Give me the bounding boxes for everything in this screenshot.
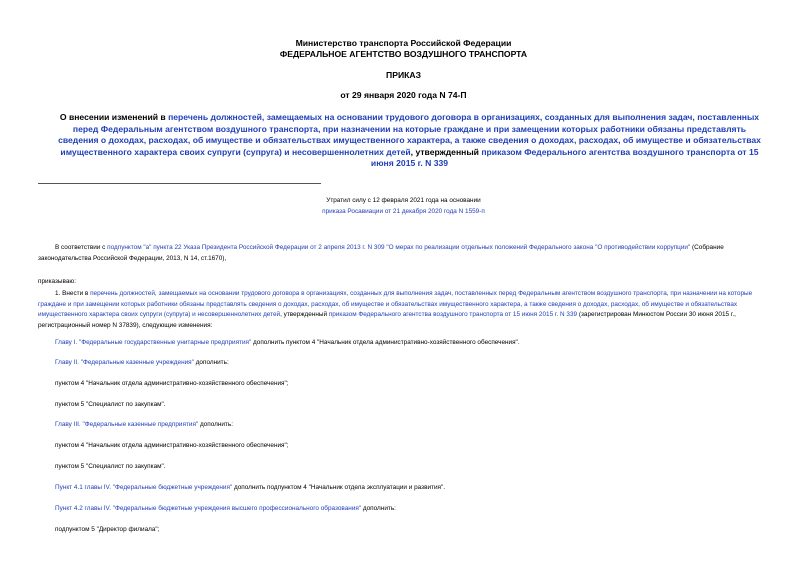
change-item xyxy=(55,462,770,472)
change-link[interactable]: Главу III. "Федеральные казенные предприятия" xyxy=(55,421,199,428)
change-item xyxy=(55,504,770,514)
item-1-text-1: 1. Внести в xyxy=(55,290,91,297)
preamble-text-1: В соответствии с xyxy=(55,244,108,251)
change-link[interactable]: Пункт 4.2 главы IV. "Федеральные бюджетные учреждения высшего профессионального образования" xyxy=(55,505,362,512)
item-1-paragraph xyxy=(38,289,768,331)
change-item xyxy=(55,441,770,451)
preamble-text-2: (Собрание законодательства Российской Федерации, 2013, N 14, ст.1670), xyxy=(38,244,724,262)
item-1-text-2: , утвержденный xyxy=(280,311,329,318)
document-type: ПРИКАЗ xyxy=(386,70,421,80)
title-prefix: О внесении изменений в xyxy=(59,112,169,122)
item-1-list-link[interactable]: перечень должностей, замещаемых на основании трудового договора в организациях, созданных для выполнения задач, поставленных перед Федеральным агентством воздушного транспорта, при назначении на которые граждане и при замещении которых работники обязаны представлять сведения о доходах, расходах, об имуществе и обязательствах имущественного характера, а также сведения о доходах, расходах, об имуществе и обязательствах имущественного характера своих супруги (супруга) и несовершеннолетних детей xyxy=(38,290,753,318)
change-link[interactable]: Главу I. "Федеральные государственные унитарные предприятия" xyxy=(55,339,252,346)
title-order-link[interactable]: приказом Федерального агентства воздушного транспорта от 15 июня 2015 г. N 339 xyxy=(370,146,759,168)
change-item xyxy=(55,400,770,410)
change-text: дополнить: xyxy=(193,359,229,366)
change-item xyxy=(55,379,770,389)
change-text: подпунктом 5 "Директор филиала"; xyxy=(55,526,160,533)
change-text: дополнить: xyxy=(198,421,233,428)
change-link[interactable]: Главу II. "Федеральные казенные учреждения" xyxy=(55,359,194,366)
document-date-number: от 29 января 2020 года N 74-П xyxy=(340,90,467,100)
item-1-text-3: (зарегистрирован Минюстом России 30 июня 2015 г., регистрационный номер N 37839), следующие изменения: xyxy=(38,311,736,329)
change-item xyxy=(55,420,770,430)
divider xyxy=(38,183,321,184)
title-list-link[interactable]: перечень должностей, замещаемых на основании трудового договора в организациях, созданных для выполнения задач, поставленных перед Федеральным агентством воздушного транспорта, при назначении на которые граждане и при замещении которых работники обязаны представлять сведения о доходах, расходах, об имуществе и обязательствах имущественного характера, а также сведения о доходах, расходах, об имуществе и обязательствах имущественного характера своих супруги (супруга) и несовершеннолетних детей xyxy=(58,112,761,157)
document-title xyxy=(52,112,767,170)
change-link[interactable]: Пункт 4.1 главы IV. "Федеральные бюджетные учреждения" xyxy=(55,484,233,491)
change-text: дополнить подпунктом 4 "Начальник отдела эксплуатации и развития". xyxy=(232,484,446,491)
change-item xyxy=(55,338,770,348)
change-text: пунктом 5 "Специалист по закупкам". xyxy=(55,463,166,470)
preamble-paragraph xyxy=(38,243,768,264)
item-1-order-link[interactable]: приказом Федерального агентства воздушного транспорта от 15 июня 2015 г. N 339 xyxy=(328,311,578,318)
change-text: пунктом 4 "Начальник отдела административно-хозяйственного обеспечения"; xyxy=(55,380,289,387)
change-text: пунктом 4 "Начальник отдела административно-хозяйственного обеспечения"; xyxy=(55,442,289,449)
change-item xyxy=(55,525,770,535)
status-note-link-row xyxy=(0,207,807,217)
title-middle: , утвержденный xyxy=(410,146,482,157)
ministry-name: Министерство транспорта Российской Федерации xyxy=(295,38,512,48)
preamble-decree-link[interactable]: подпунктом "а" пункта 22 Указа Президента Российской Федерации от 2 апреля 2013 г. N 309 "О мерах по реализации отдельных положений Федерального закона "О противодействии коррупции" xyxy=(107,244,691,251)
order-word: приказываю: xyxy=(38,278,76,285)
status-note-link[interactable]: приказа Росавиации от 21 декабря 2020 года N 1559-п xyxy=(322,208,485,215)
change-item xyxy=(55,483,770,493)
change-text: пунктом 5 "Специалист по закупкам". xyxy=(55,401,166,408)
change-text: дополнить пунктом 4 "Начальник отдела административно-хозяйственного обеспечения". xyxy=(251,339,520,346)
change-text: дополнить: xyxy=(361,505,396,512)
agency-name: ФЕДЕРАЛЬНОЕ АГЕНТСТВО ВОЗДУШНОГО ТРАНСПОРТА xyxy=(279,49,528,59)
change-item xyxy=(55,358,770,368)
status-note-line: Утратил силу с 12 февраля 2021 года на основании xyxy=(326,197,481,204)
